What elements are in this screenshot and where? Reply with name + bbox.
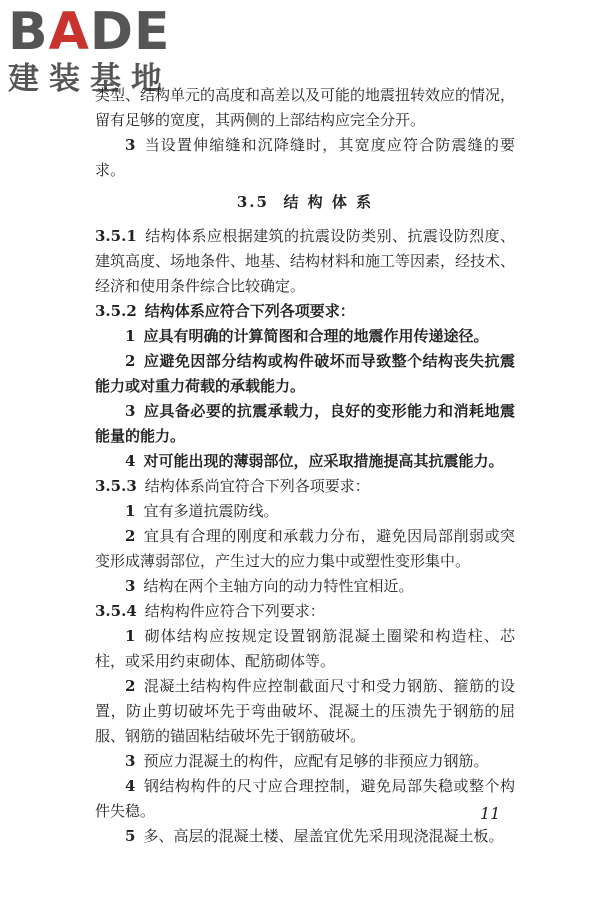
list-item: 1 应具有明确的计算简图和合理的地震作用传递途径。 bbox=[125, 327, 489, 345]
list-item: 1 砌体结构应按规定设置钢筋混凝土圈梁和构造柱、芯柱，或采用约束砌体、配筋砌体等。 bbox=[95, 627, 515, 670]
list-item: 2 应避免因部分结构或构件破坏而导致整个结构丧失抗震能力或对重力荷载的承载能力。 bbox=[95, 352, 515, 395]
list-item: 3 当设置伸缩缝和沉降缝时，其宽度应符合防震缝的要求。 bbox=[95, 136, 515, 179]
clause: 3.5.2 结构体系应符合下列各项要求： bbox=[95, 302, 355, 320]
list-item: 2 混凝土结构构件应控制截面尺寸和受力钢筋、箍筋的设置，防止剪切破坏先于弯曲破坏、混凝土的压溃先于钢筋的屈服、钢筋的锚固粘结破坏先于钢筋破坏。 bbox=[95, 677, 515, 745]
list-item: 1 宜有多道抗震防线。 bbox=[125, 502, 279, 520]
section-title: 3.5 结 构 体 系 bbox=[236, 193, 374, 211]
clause-list bbox=[95, 224, 515, 849]
list-item: 5 多、高层的混凝土楼、屋盖宜优先采用现浇混凝土板。 bbox=[125, 827, 504, 845]
clause: 3.5.3 结构体系尚宜符合下列各项要求： bbox=[95, 477, 370, 495]
list-item: 3 预应力混凝土的构件，应配有足够的非预应力钢筋。 bbox=[125, 752, 489, 770]
logo-wordmark: BADE bbox=[8, 2, 171, 62]
list-item: 2 宜具有合理的刚度和承载力分布，避免因局部削弱或突变形成薄弱部位，产生过大的应力集中或塑性变形集中。 bbox=[95, 527, 515, 570]
list-item: 4 对可能出现的薄弱部位，应采取措施提高其抗震能力。 bbox=[125, 452, 504, 470]
logo-subtitle: 建装基地 bbox=[8, 61, 172, 97]
clause: 3.5.4 结构构件应符合下列要求： bbox=[95, 602, 325, 620]
list-item: 4 钢结构构件的尺寸应合理控制，避免局部失稳或整个构件失稳。 bbox=[95, 777, 515, 820]
continued-paragraph: 类型、结构单元的高度和高差以及可能的地震扭转效应的情况，留有足够的宽度，其两侧的上部结构应完全分开。 bbox=[95, 86, 516, 129]
clause: 3.5.1 结构体系应根据建筑的抗震设防类别、抗震设防烈度、建筑高度、场地条件、地基、结构材料和施工等因素，经技术、经济和使用条件综合比较确定。 bbox=[95, 227, 516, 295]
page-content bbox=[95, 83, 515, 849]
list-item: 3 应具备必要的抗震承载力，良好的变形能力和消耗地震能量的能力。 bbox=[95, 402, 515, 445]
list-item: 3 结构在两个主轴方向的动力特性宜相近。 bbox=[125, 577, 414, 595]
page-number: 11 bbox=[480, 804, 501, 823]
